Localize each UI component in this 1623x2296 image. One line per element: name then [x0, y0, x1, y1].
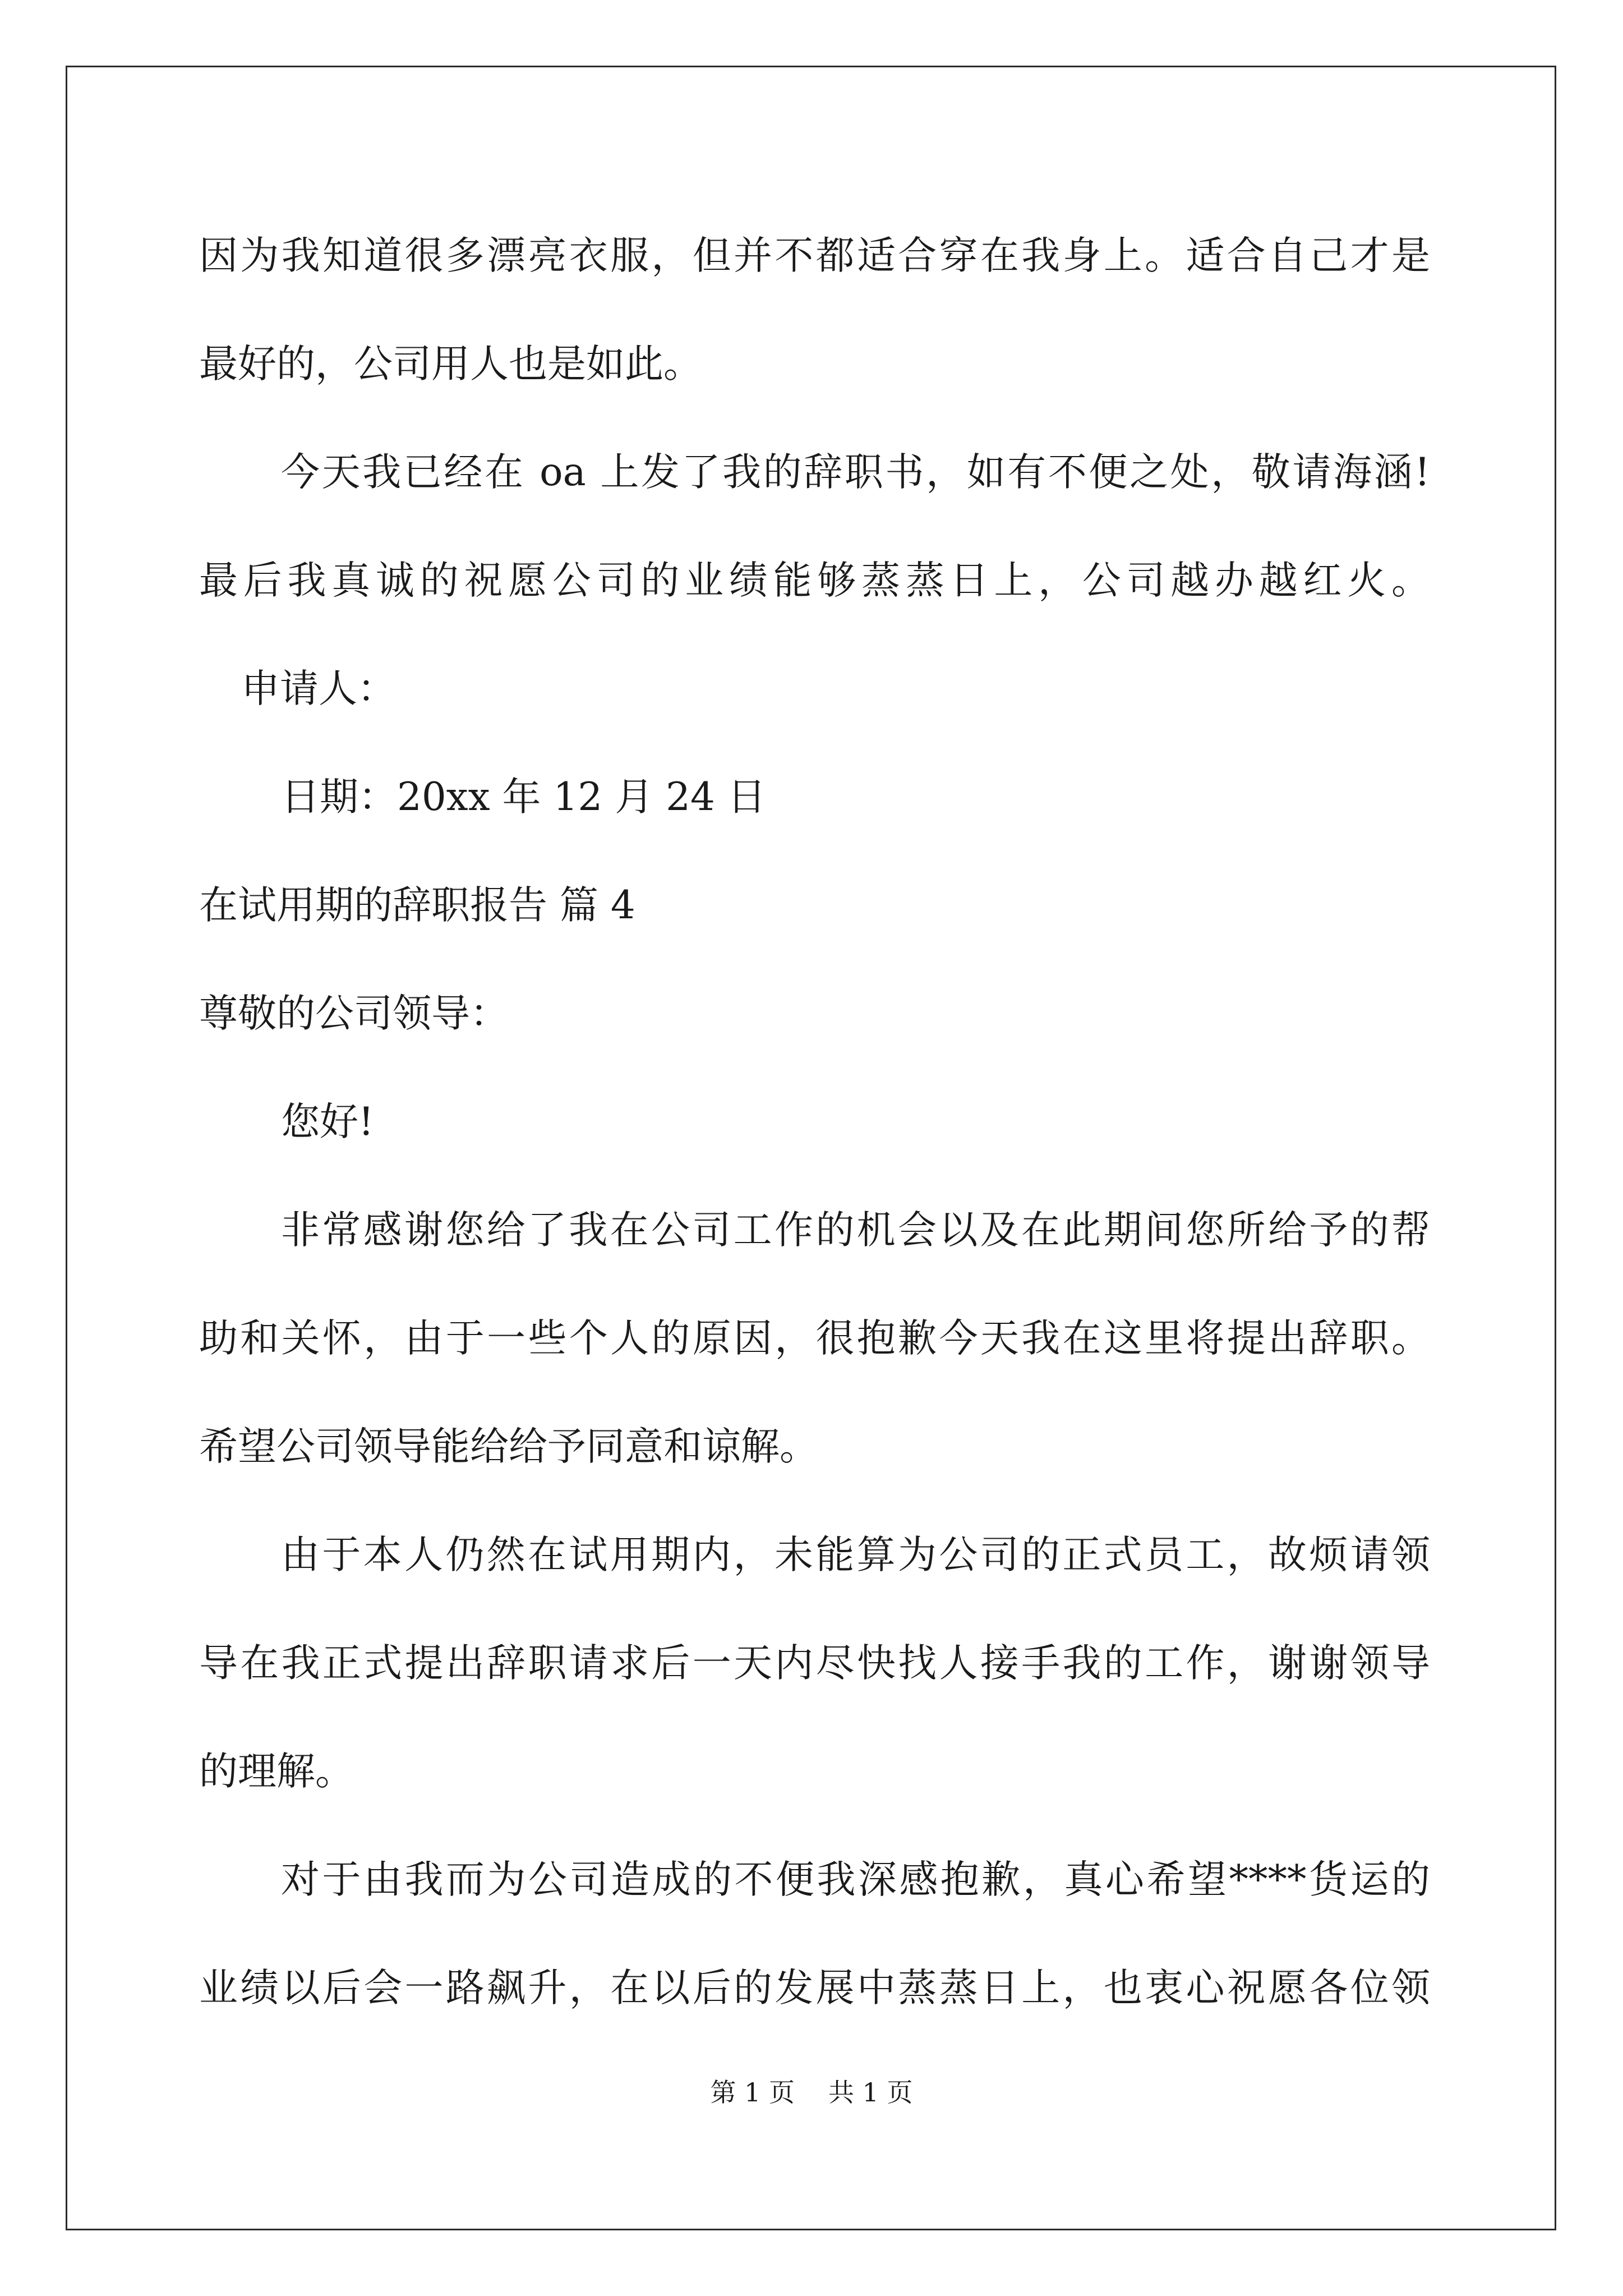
signature-applicant: 申请人： — [241, 666, 396, 711]
paragraph-line: 导在我正式提出辞职请求后一天内尽快找人接手我的工作，谢谢领导 — [199, 1641, 1430, 1686]
page-number-total: 共 1 页 — [828, 2077, 913, 2108]
paragraph-line: 希望公司领导能给给予同意和谅解。 — [199, 1424, 818, 1469]
paragraph-line: 对于由我而为公司造成的不便我深感抱歉，真心希望****货运的 — [281, 1857, 1430, 1902]
paragraph-line: 助和关怀，由于一些个人的原因，很抱歉今天我在这里将提出辞职。 — [199, 1316, 1430, 1361]
salutation: 尊敬的公司领导： — [199, 991, 509, 1036]
paragraph-line: 最好的，公司用人也是如此。 — [199, 342, 702, 386]
paragraph-line: 今天我已经在 oa 上发了我的辞职书，如有不便之处，敬请海涵! — [281, 450, 1430, 495]
greeting: 您好! — [281, 1099, 374, 1144]
signature-date: 日期：20xx 年 12 月 24 日 — [281, 775, 766, 820]
paragraph-line: 最后我真诚的祝愿公司的业绩能够蒸蒸日上，公司越办越红火。 — [199, 558, 1430, 603]
page-footer — [0, 2076, 1623, 2109]
paragraph-line: 由于本人仍然在试用期内，未能算为公司的正式员工，故烦请领 — [281, 1533, 1430, 1577]
paragraph-line: 业绩以后会一路飙升，在以后的发展中蒸蒸日上，也衷心祝愿各位领 — [199, 1966, 1430, 2010]
paragraph-line: 的理解。 — [199, 1749, 354, 1794]
document-body — [199, 202, 1430, 2042]
paragraph-line: 非常感谢您给了我在公司工作的机会以及在此期间您所给予的帮 — [281, 1208, 1430, 1253]
page-number-current: 第 1 页 — [710, 2077, 795, 2108]
section-heading: 在试用期的辞职报告 篇 4 — [199, 883, 635, 928]
paragraph-line: 因为我知道很多漂亮衣服，但并不都适合穿在我身上。适合自己才是 — [199, 233, 1430, 278]
